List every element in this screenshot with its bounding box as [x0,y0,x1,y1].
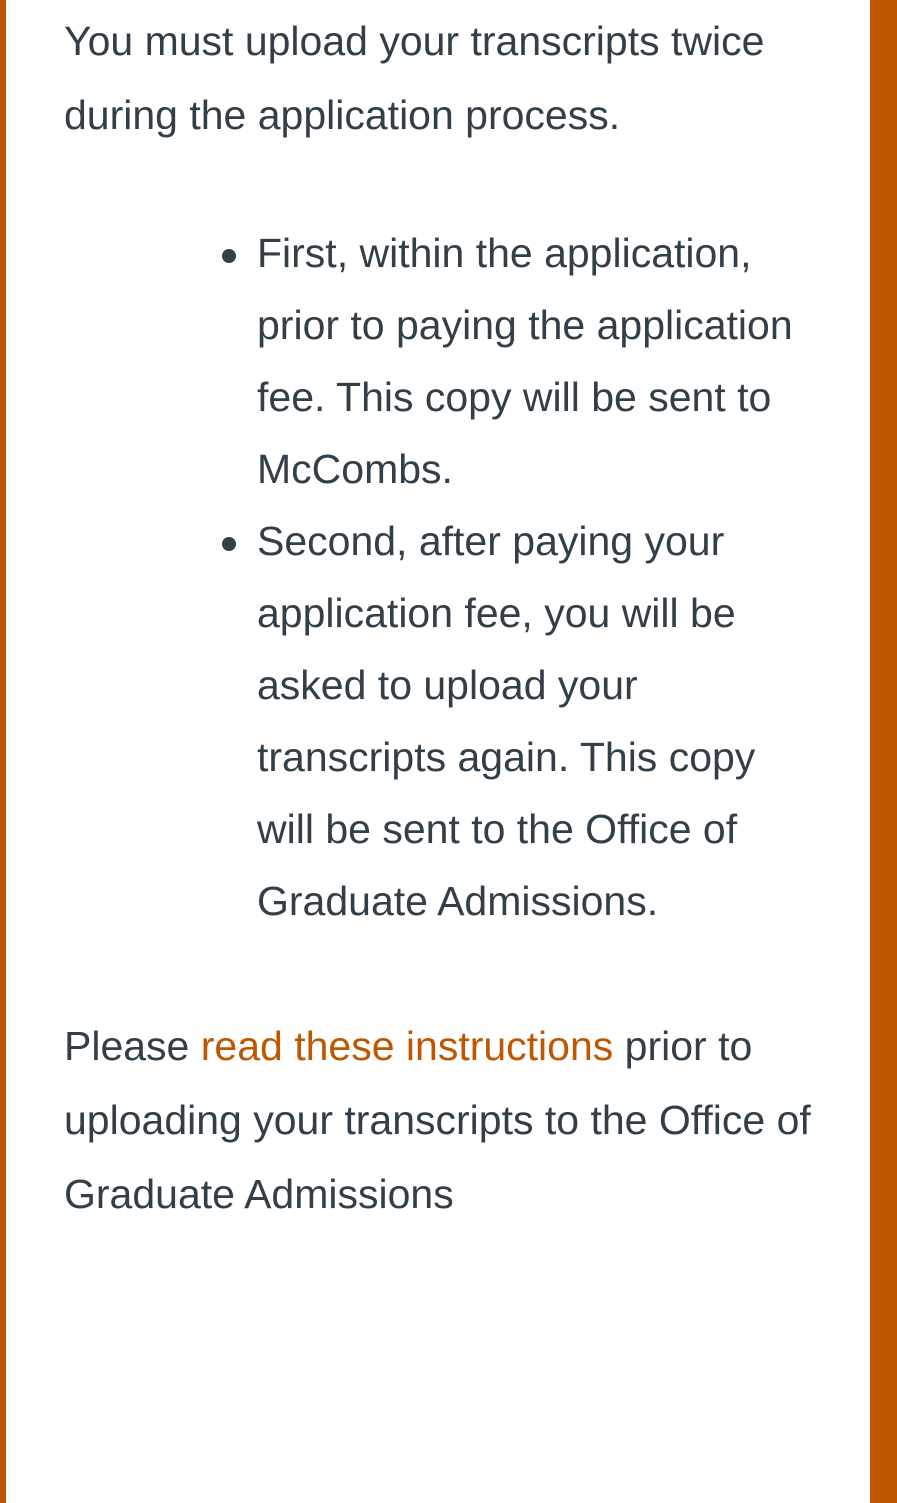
intro-paragraph: You must upload your transcripts twice during the application process. [64,18,765,138]
instructions-paragraph [64,1009,824,1231]
list-item-text: First, within the application, prior to paying the application fee. This copy will be sent to McCombs. [257,230,793,492]
list-item-first [64,217,804,505]
bullet-icon [222,537,236,551]
upload-steps-list [64,217,804,937]
list-item-second [64,505,804,937]
left-accent-border [0,0,6,1503]
right-accent-border [870,0,897,1503]
read-instructions-link[interactable]: read these instructions [200,1023,614,1069]
content-area [64,0,854,1231]
instructions-text-before: Please [64,1023,201,1069]
bullet-icon [222,249,236,263]
instructions-text-after: prior to uploading your transcripts to the Office of Graduate Admissions [64,1023,811,1217]
list-item-text: Second, after paying your application fee, you will be asked to upload your transcripts again. This copy will be sent to the Office of Graduate Admissions. [257,518,756,924]
